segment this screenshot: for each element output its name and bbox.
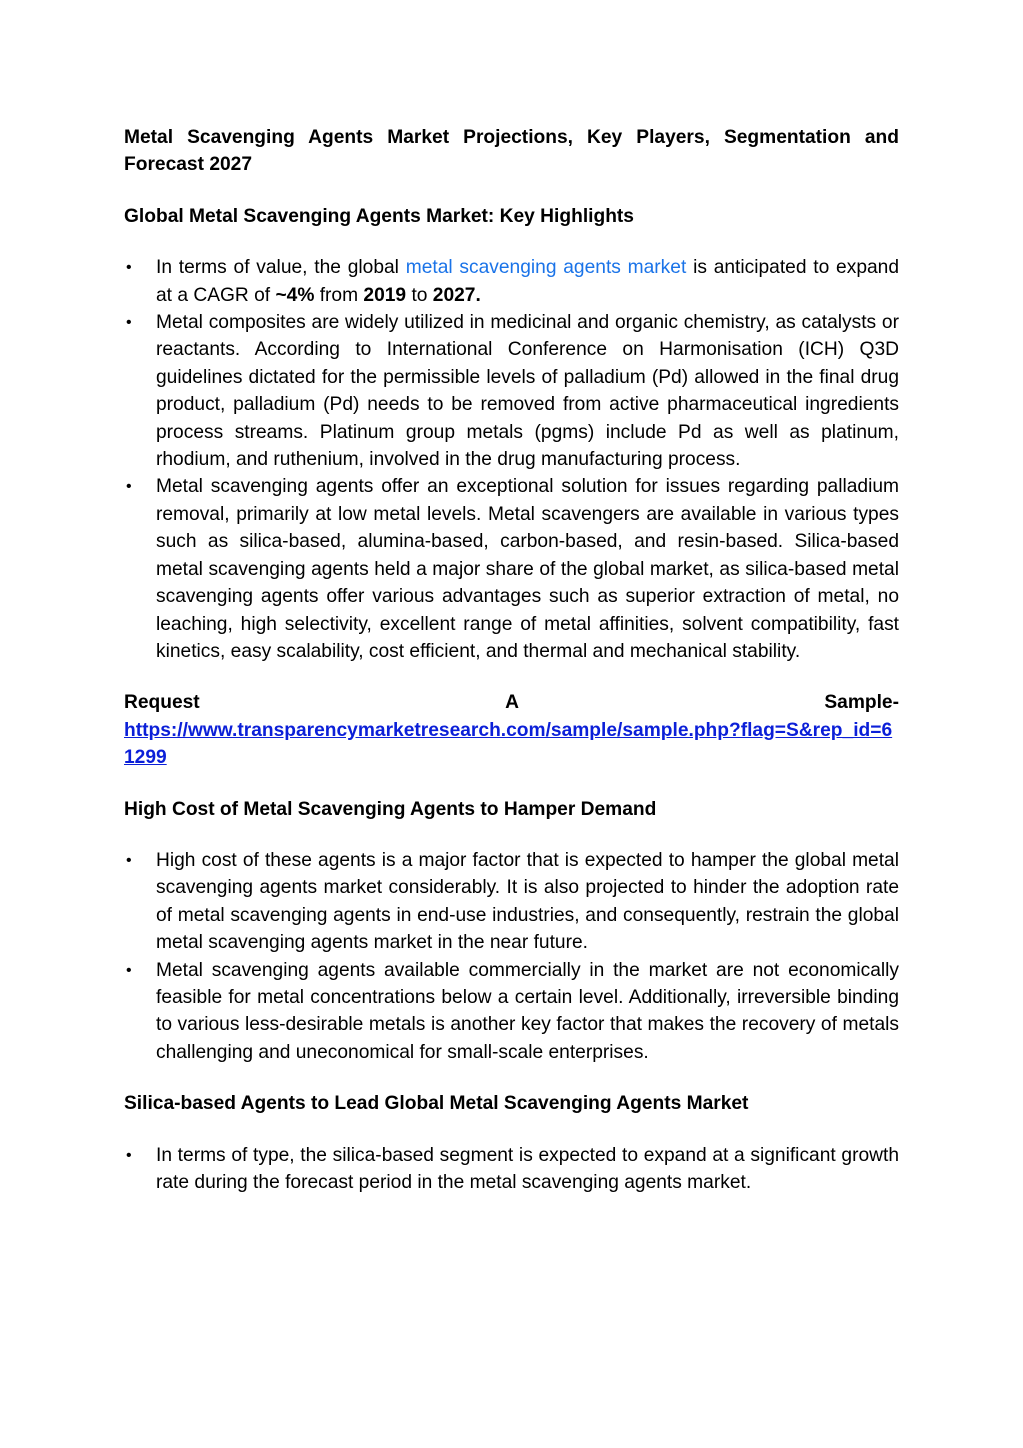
- silica-based-list: [124, 1142, 899, 1197]
- paragraph-text: Metal scavenging agents offer an exceptional solution for issues regarding palladium removal, primarily at low metal levels. Metal scavengers are available in various types such as silica-based, alumina-based, carbon-based, and resin-based. Silica-based metal scavenging agents held a major share of the global market, as silica-based metal scavenging agents offer various advantages such as superior extraction of metal, no leaching, high selectivity, excellent range of metal affinities, solvent compatibility, fast kinetics, easy scalability, cost efficient, and thermal and mechanical stability.: [156, 476, 899, 662]
- list-item: • In terms of value, the global metal scavenging agents market is anticipated to expand at a CAGR of ~4% from 2019 to 2027.: [124, 254, 899, 309]
- bullet-icon: •: [126, 259, 132, 277]
- list-item: [124, 473, 899, 665]
- list-item: [124, 1142, 899, 1197]
- bullet-icon: •: [126, 961, 132, 979]
- sample-request-link[interactable]: https://www.transparencymarketresearch.com/sample/sample.php?flag=S&rep_id=61299: [124, 719, 893, 769]
- bullet-icon: •: [126, 314, 132, 332]
- market-link[interactable]: metal scavenging agents market: [405, 257, 687, 279]
- key-highlights-list: [124, 254, 899, 665]
- bullet-icon: •: [126, 851, 132, 869]
- document-title: Metal Scavenging Agents Market Projections, Key Players, Segmentation and Forecast 2027: [124, 127, 899, 176]
- bullet-icon: •: [126, 478, 132, 496]
- bullet-icon: •: [126, 1146, 132, 1164]
- cagr-value: ~4%: [275, 284, 315, 306]
- section-heading-key-highlights: Global Metal Scavenging Agents Market: Key Highlights: [124, 205, 634, 227]
- section-heading-silica-based: Silica-based Agents to Lead Global Metal Scavenging Agents Market: [124, 1093, 749, 1115]
- request-sample-line: Request A Sample-: [124, 692, 899, 714]
- list-item: [124, 957, 899, 1067]
- end-year: 2027.: [432, 284, 481, 306]
- paragraph-text: High cost of these agents is a major factor that is expected to hamper the global metal scavenging agents market considerably. It is also projected to hinder the adoption rate of metal scavenging agents in end-use industries, and consequently, restrain the global metal scavenging agents market in the near future.: [156, 849, 899, 954]
- paragraph-text: Metal scavenging agents available commercially in the market are not economically feasible for metal concentrations below a certain level. Additionally, irreversible binding to various less-desirable metals is another key factor that makes the recovery of metals challenging and uneconomical for small-scale enterprises.: [156, 959, 899, 1063]
- section-heading-high-cost: High Cost of Metal Scavenging Agents to Hamper Demand: [124, 798, 657, 820]
- start-year: 2019: [363, 284, 407, 306]
- paragraph-text: In terms of type, the silica-based segment is expected to expand at a significant growth rate during the forecast period in the metal scavenging agents market.: [156, 1144, 899, 1193]
- high-cost-list: [124, 847, 899, 1066]
- paragraph-text: Metal composites are widely utilized in medicinal and organic chemistry, as catalysts or reactants. According to International Conference on Harmonisation (ICH) Q3D guidelines dictated for the permissible levels of palladium (Pd) allowed in the final drug product, palladium (Pd) needs to be removed from active pharmaceutical ingredients process streams. Platinum group metals (pgms) include Pd as well as platinum, rhodium, and ruthenium, involved in the drug manufacturing process.: [156, 312, 899, 471]
- document-page: [124, 124, 899, 1196]
- list-item: [124, 847, 899, 957]
- list-item: [124, 309, 899, 473]
